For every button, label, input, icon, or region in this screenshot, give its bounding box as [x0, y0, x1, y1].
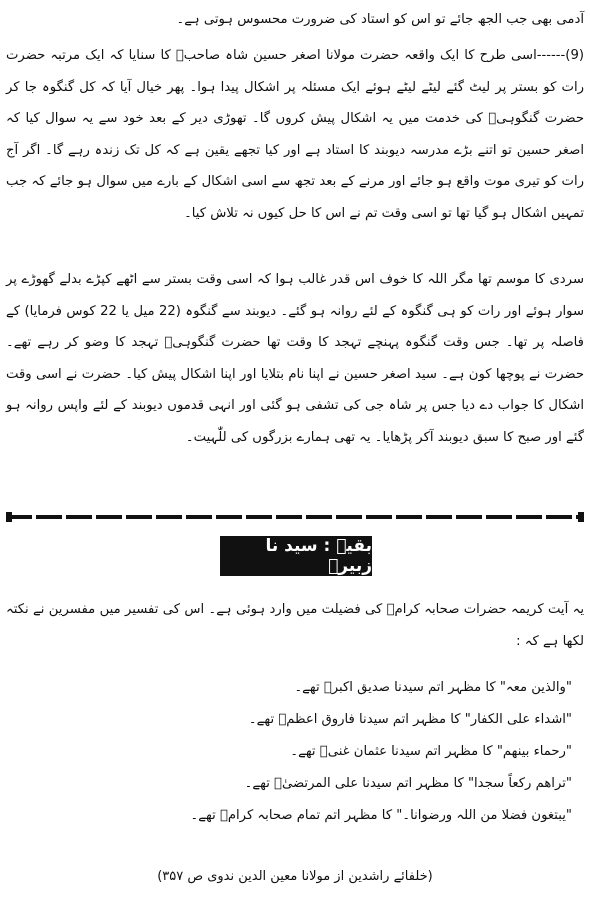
divider-bar — [6, 515, 584, 519]
divider-cap-left — [6, 512, 12, 522]
verse-line-3: "رحماء بینھم" کا مظہر اتم سیدنا عثمان غنیؓ تھے۔ — [290, 744, 572, 759]
section-divider — [6, 512, 584, 522]
paragraph-1: آدمی بھی جب الجھ جائے تو اس کو استاد کی ضرورت محسوس ہوتی ہے۔ — [176, 12, 584, 27]
verse-line-4: "تراھم رکعاً سجدا" کا مظہر اتم سیدنا علی المرتضیٰؓ تھے۔ — [244, 776, 572, 791]
verse-line-2: "اشداء علی الکفار" کا مظہر اتم سیدنا فاروق اعظمؓ تھے۔ — [248, 712, 572, 727]
reference-citation: (خلفائے راشدین از مولانا معین الدین ندوی ص ۳۵۷) — [157, 869, 433, 884]
divider-cap-right — [578, 512, 584, 522]
paragraph-2: (9)------اسی طرح کا ایک واقعہ حضرت مولانا اصغر حسین شاہ صاحبؒ کا سنایا کہ ایک مرتبہ حضرت رات کو بستر پر لیٹ گئے لیٹے لیٹے ہوئے ایک مسئلہ پر اشکال پیدا ہوا۔ پھر خیال آیا کہ کل گنگوہ جا کر حضرت گنگوہیؒ کی خدمت میں یہ اشکال پیش کروں گا۔ تھوڑی دیر کے بعد خود سے یہ سوال کیا کہ اصغر حسین تو اتنے بڑے مدرسہ دیوبند کا استاد ہے اور کیا تجھے یقین ہے کہ کل تک زندہ رہے گا۔ اگر آج رات کو تیری موت واقع ہو جائے اور مرنے کے بعد تجھ سے اسی اشکال کے بارے میں سوال ہو جائے کہ جب تمہیں اشکال ہو گیا تھا تو اسی وقت تم نے اس کا حل کیوں نہ تلاش کیا۔ — [6, 48, 584, 221]
verse-line-1: "والذین معہ" کا مظہر اتم سیدنا صدیق اکبرؓ تھے۔ — [294, 680, 572, 695]
paragraph-3: سردی کا موسم تھا مگر اللہ کا خوف اس قدر غالب ہوا کہ اسی وقت بستر سے اٹھے کپڑے بدلے گھوڑے پر سوار ہوئے اور رات کو ہی گنگوہ کے لئے روانہ ہو گئے۔ دیوبند سے گنگوہ (22 میل یا 22 کوس فرمایا) کے فاصلہ پر تھا۔ جس وقت گنگوہ پہنچے تہجد کا وقت تھا حضرت گنگوہیؒ تہجد کا وضو کر رہے تھے۔ حضرت نے پوچھا کون ہے۔ سید اصغر حسین نے اپنا نام بتلایا اور اپنا اشکال پیش کیا۔ حضرت نے اسی وقت اشکال کا جواب دے دیا جس پر شاہ جی کی تشفی ہو گئی اور انہی قدموں دیوبند کے لئے واپس روانہ ہو گئے اور صبح کا سبق دیوبند آکر پڑھایا۔ یہ تھی ہمارے بزرگوں کی للّٰہیت۔ — [6, 272, 584, 445]
section-heading: بقیہ : سید نا زبیرؓ — [220, 536, 372, 576]
verse-line-5: "یبتغون فضلا من اللہ ورضوانا۔" کا مظہر اتم تمام صحابہ کرامؓ تھے۔ — [190, 808, 572, 823]
intro-paragraph: یہ آیت کریمہ حضرات صحابہ کرامؓ کی فضیلت میں وارد ہوئی ہے۔ اس کی تفسیر میں مفسرین نے نکتہ لکھا ہے کہ : — [6, 602, 584, 649]
